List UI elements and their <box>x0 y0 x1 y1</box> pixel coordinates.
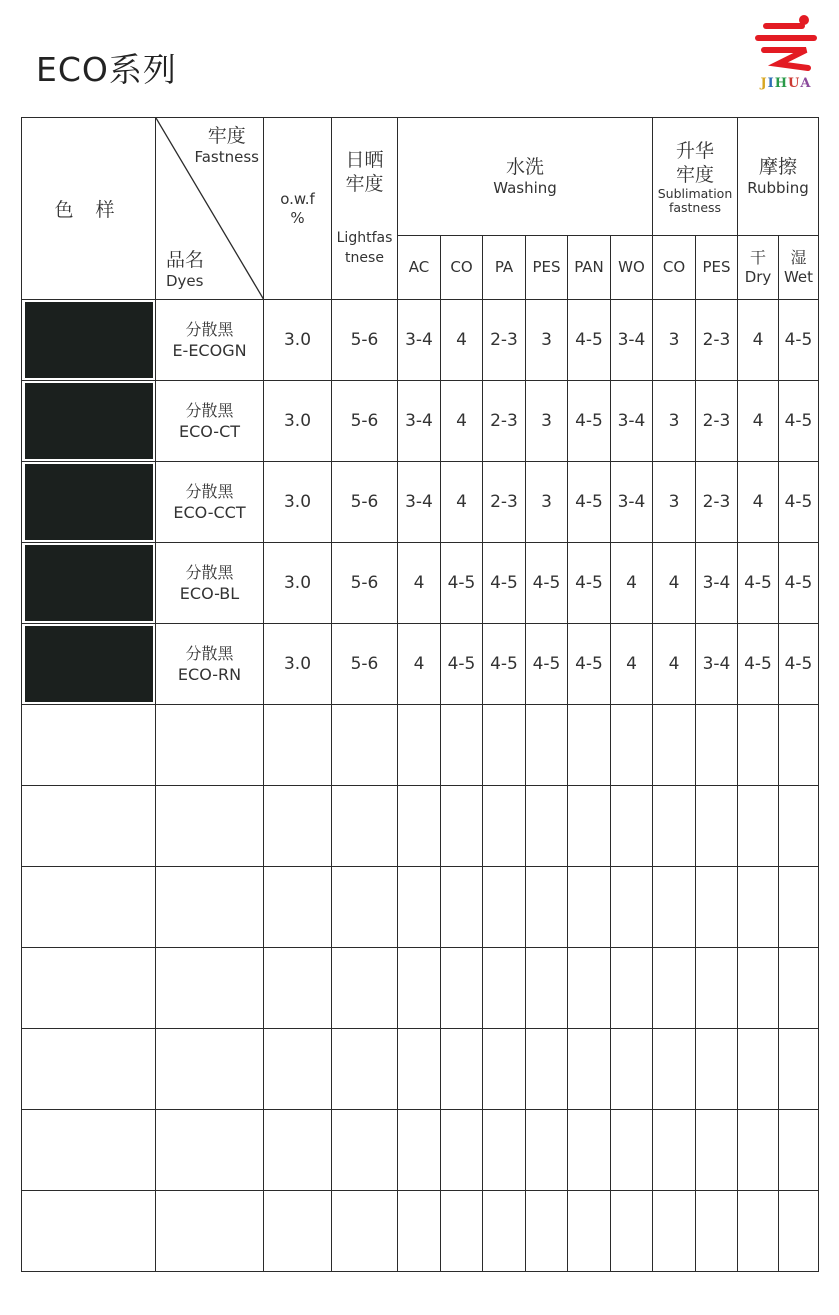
empty-cell <box>483 867 526 948</box>
empty-cell <box>696 867 738 948</box>
rubbing-value: 4-5 <box>779 300 819 381</box>
empty-cell <box>779 705 819 786</box>
rubbing-value: 4-5 <box>779 624 819 705</box>
washing-value: 4-5 <box>441 624 483 705</box>
sublimation-value: 2-3 <box>696 462 738 543</box>
empty-cell <box>779 1029 819 1110</box>
empty-cell <box>156 786 264 867</box>
table-row <box>22 462 819 543</box>
empty-cell <box>653 705 696 786</box>
owf-value: 3.0 <box>264 462 332 543</box>
empty-cell <box>264 1029 332 1110</box>
empty-cell <box>611 705 653 786</box>
empty-cell <box>738 705 779 786</box>
empty-row <box>22 867 819 948</box>
fastness-table <box>21 117 819 1272</box>
empty-cell <box>779 867 819 948</box>
empty-cell <box>653 786 696 867</box>
washing-value: 4-5 <box>526 543 568 624</box>
empty-cell <box>483 1029 526 1110</box>
empty-cell <box>568 1029 611 1110</box>
sublimation-value: 2-3 <box>696 300 738 381</box>
color-sample-header: 色 样 <box>22 118 156 300</box>
dye-code: ECO-BL <box>179 584 240 603</box>
empty-cell <box>332 705 398 786</box>
color-swatch-cell <box>22 462 156 543</box>
washing-value: 3-4 <box>398 381 441 462</box>
empty-cell <box>332 1110 398 1191</box>
empty-cell <box>483 786 526 867</box>
empty-cell <box>611 1110 653 1191</box>
washing-value: 3 <box>526 462 568 543</box>
empty-cell <box>22 705 156 786</box>
empty-cell <box>22 1029 156 1110</box>
dye-name-cell <box>156 543 264 624</box>
empty-cell <box>568 705 611 786</box>
empty-cell <box>398 1191 441 1272</box>
washing-value: 2-3 <box>483 300 526 381</box>
dye-code: ECO-CT <box>178 422 241 441</box>
dye-name-cell <box>156 462 264 543</box>
empty-cell <box>156 1191 264 1272</box>
empty-cell <box>568 948 611 1029</box>
rubbing-value: 4-5 <box>738 543 779 624</box>
empty-cell <box>441 948 483 1029</box>
light-fastness-header: 日晒 牢度 Lightfas tnese <box>332 118 398 300</box>
empty-cell <box>483 1110 526 1191</box>
empty-cell <box>526 867 568 948</box>
color-swatch-cell <box>22 543 156 624</box>
empty-cell <box>526 705 568 786</box>
washing-header: 水洗 Washing <box>398 118 653 236</box>
dye-name: 分散黑 <box>185 644 234 663</box>
empty-cell <box>398 705 441 786</box>
table-row <box>22 624 819 705</box>
rubbing-value: 4-5 <box>779 543 819 624</box>
empty-cell <box>611 1029 653 1110</box>
owf-header: o.w.f % <box>264 118 332 300</box>
empty-cell <box>653 867 696 948</box>
washing-value: 3-4 <box>398 300 441 381</box>
table-row <box>22 381 819 462</box>
empty-cell <box>22 867 156 948</box>
logo-letter: J <box>760 76 768 91</box>
empty-cell <box>264 1191 332 1272</box>
light-fastness-value: 5-6 <box>332 462 398 543</box>
color-swatch <box>25 545 153 621</box>
empty-row <box>22 1029 819 1110</box>
empty-cell <box>398 948 441 1029</box>
rubbing-col-dry: 干 Dry <box>738 236 779 300</box>
sublimation-header: 升华 牢度 Sublimation fastness <box>653 118 738 236</box>
sublimation-col-pes: PES <box>696 236 738 300</box>
dye-name-cell <box>156 300 264 381</box>
washing-col-co: CO <box>441 236 483 300</box>
empty-cell <box>611 948 653 1029</box>
washing-value: 3 <box>526 381 568 462</box>
color-swatch <box>25 626 153 702</box>
washing-value: 4 <box>398 543 441 624</box>
logo-wordmark <box>744 76 828 91</box>
owf-value: 3.0 <box>264 624 332 705</box>
fastness-label: 牢度 Fastness <box>194 125 259 166</box>
sublimation-value: 4 <box>653 624 696 705</box>
empty-cell <box>22 786 156 867</box>
empty-cell <box>264 1110 332 1191</box>
table-row <box>22 543 819 624</box>
empty-cell <box>738 1029 779 1110</box>
color-swatch-cell <box>22 624 156 705</box>
empty-cell <box>332 867 398 948</box>
dye-code: ECO-CCT <box>173 503 246 522</box>
empty-cell <box>696 786 738 867</box>
washing-col-pes: PES <box>526 236 568 300</box>
washing-value: 4-5 <box>568 462 611 543</box>
sublimation-col-co: CO <box>653 236 696 300</box>
empty-cell <box>156 1110 264 1191</box>
empty-cell <box>264 705 332 786</box>
empty-cell <box>738 786 779 867</box>
sublimation-value: 3 <box>653 300 696 381</box>
dye-name-cell <box>156 381 264 462</box>
empty-row <box>22 1191 819 1272</box>
light-fastness-value: 5-6 <box>332 300 398 381</box>
washing-value: 3-4 <box>398 462 441 543</box>
empty-cell <box>483 705 526 786</box>
empty-cell <box>398 786 441 867</box>
fastness-dyes-header <box>156 118 264 300</box>
empty-cell <box>264 948 332 1029</box>
sublimation-value: 3 <box>653 462 696 543</box>
washing-value: 4 <box>441 300 483 381</box>
washing-value: 4-5 <box>441 543 483 624</box>
empty-cell <box>653 1191 696 1272</box>
washing-value: 3-4 <box>611 462 653 543</box>
logo-letter: U <box>788 76 801 91</box>
dyes-label: 品名 Dyes <box>166 249 205 290</box>
logo-letter: I <box>767 76 775 91</box>
washing-value: 3-4 <box>611 381 653 462</box>
empty-cell <box>779 786 819 867</box>
empty-cell <box>156 1029 264 1110</box>
washing-value: 4 <box>441 462 483 543</box>
empty-cell <box>779 1191 819 1272</box>
dye-name: 分散黑 <box>185 320 234 339</box>
washing-value: 3-4 <box>611 300 653 381</box>
sublimation-value: 2-3 <box>696 381 738 462</box>
washing-value: 4 <box>611 624 653 705</box>
empty-cell <box>441 1029 483 1110</box>
empty-row <box>22 1110 819 1191</box>
washing-value: 4 <box>611 543 653 624</box>
empty-cell <box>611 1191 653 1272</box>
empty-cell <box>738 1191 779 1272</box>
washing-value: 2-3 <box>483 381 526 462</box>
color-swatch-cell <box>22 300 156 381</box>
dye-name: 分散黑 <box>185 401 234 420</box>
empty-cell <box>779 948 819 1029</box>
empty-cell <box>653 1110 696 1191</box>
dye-name-cell <box>156 624 264 705</box>
jihua-logo-mark-icon <box>744 12 828 76</box>
washing-value: 4-5 <box>483 543 526 624</box>
sublimation-value: 4 <box>653 543 696 624</box>
washing-col-wo: WO <box>611 236 653 300</box>
empty-cell <box>398 1029 441 1110</box>
empty-cell <box>156 705 264 786</box>
empty-cell <box>22 948 156 1029</box>
empty-row <box>22 948 819 1029</box>
empty-cell <box>526 1029 568 1110</box>
jihua-logo <box>744 12 828 96</box>
logo-letter: A <box>800 76 812 91</box>
washing-value: 4-5 <box>483 624 526 705</box>
washing-col-pa: PA <box>483 236 526 300</box>
empty-cell <box>696 948 738 1029</box>
sublimation-value: 3 <box>653 381 696 462</box>
washing-col-pan: PAN <box>568 236 611 300</box>
empty-cell <box>526 1110 568 1191</box>
empty-cell <box>332 948 398 1029</box>
washing-value: 3 <box>526 300 568 381</box>
empty-cell <box>738 867 779 948</box>
owf-value: 3.0 <box>264 300 332 381</box>
owf-value: 3.0 <box>264 381 332 462</box>
empty-cell <box>398 1110 441 1191</box>
light-fastness-value: 5-6 <box>332 624 398 705</box>
empty-cell <box>264 786 332 867</box>
rubbing-header: 摩擦 Rubbing <box>738 118 819 236</box>
table-row <box>22 300 819 381</box>
washing-col-ac: AC <box>398 236 441 300</box>
washing-value: 2-3 <box>483 462 526 543</box>
empty-cell <box>264 867 332 948</box>
dye-name: 分散黑 <box>185 482 234 501</box>
empty-cell <box>332 786 398 867</box>
washing-value: 4-5 <box>568 300 611 381</box>
washing-value: 4-5 <box>568 543 611 624</box>
empty-cell <box>441 786 483 867</box>
empty-row <box>22 786 819 867</box>
empty-cell <box>738 1110 779 1191</box>
empty-cell <box>568 867 611 948</box>
empty-cell <box>22 1191 156 1272</box>
empty-cell <box>568 786 611 867</box>
empty-cell <box>332 1029 398 1110</box>
empty-cell <box>441 867 483 948</box>
color-swatch <box>25 302 153 378</box>
empty-cell <box>483 1191 526 1272</box>
empty-cell <box>779 1110 819 1191</box>
dye-code: ECO-RN <box>177 665 242 684</box>
empty-cell <box>156 948 264 1029</box>
empty-cell <box>526 1191 568 1272</box>
light-fastness-value: 5-6 <box>332 381 398 462</box>
owf-value: 3.0 <box>264 543 332 624</box>
empty-cell <box>696 1029 738 1110</box>
light-fastness-value: 5-6 <box>332 543 398 624</box>
washing-value: 4-5 <box>568 381 611 462</box>
washing-value: 4 <box>441 381 483 462</box>
rubbing-col-wet: 湿 Wet <box>779 236 819 300</box>
empty-cell <box>611 867 653 948</box>
color-swatch <box>25 383 153 459</box>
empty-cell <box>653 1029 696 1110</box>
empty-cell <box>696 1191 738 1272</box>
rubbing-value: 4 <box>738 381 779 462</box>
empty-cell <box>441 1191 483 1272</box>
empty-row <box>22 705 819 786</box>
empty-cell <box>398 867 441 948</box>
rubbing-value: 4-5 <box>779 462 819 543</box>
washing-value: 4 <box>398 624 441 705</box>
empty-cell <box>653 948 696 1029</box>
logo-letter: H <box>774 76 789 91</box>
rubbing-value: 4 <box>738 300 779 381</box>
empty-cell <box>332 1191 398 1272</box>
washing-value: 4-5 <box>526 624 568 705</box>
empty-cell <box>156 867 264 948</box>
empty-cell <box>441 1110 483 1191</box>
color-swatch <box>25 464 153 540</box>
dye-name: 分散黑 <box>185 563 234 582</box>
sublimation-value: 3-4 <box>696 543 738 624</box>
empty-cell <box>611 786 653 867</box>
empty-cell <box>568 1110 611 1191</box>
empty-cell <box>696 1110 738 1191</box>
rubbing-value: 4-5 <box>779 381 819 462</box>
empty-cell <box>568 1191 611 1272</box>
sublimation-value: 3-4 <box>696 624 738 705</box>
dye-code: E-ECOGN <box>172 341 247 360</box>
empty-cell <box>526 786 568 867</box>
empty-cell <box>738 948 779 1029</box>
empty-cell <box>526 948 568 1029</box>
empty-cell <box>441 705 483 786</box>
empty-cell <box>696 705 738 786</box>
washing-value: 4-5 <box>568 624 611 705</box>
empty-cell <box>483 948 526 1029</box>
color-swatch-cell <box>22 381 156 462</box>
rubbing-value: 4 <box>738 462 779 543</box>
rubbing-value: 4-5 <box>738 624 779 705</box>
empty-cell <box>22 1110 156 1191</box>
page-title: ECO系列 <box>36 50 177 89</box>
